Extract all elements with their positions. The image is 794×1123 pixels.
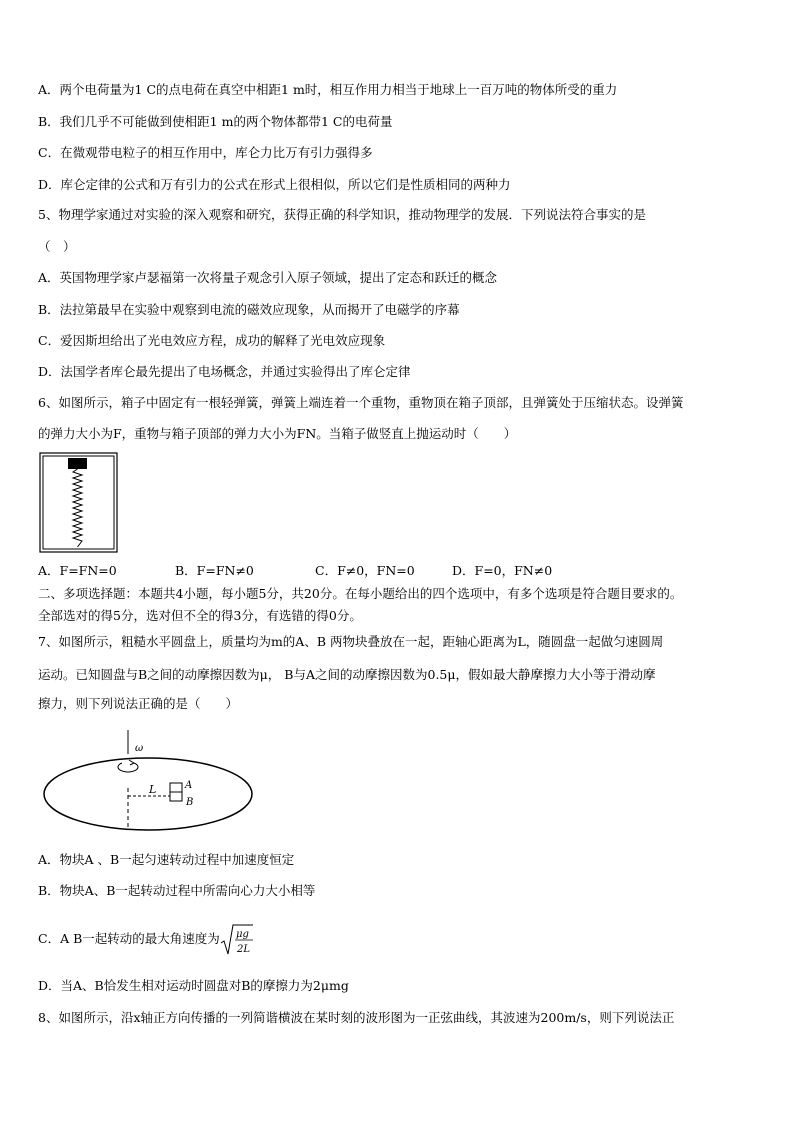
q4-option-a: A．两个电荷量为1 C的点电荷在真空中相距1 m时，相互作用力相当于地球上一百万吨的物体所受的重力 bbox=[38, 82, 618, 97]
q7-stem-line3: 擦力，则下列说法正确的是（ ） bbox=[38, 696, 239, 711]
q7-option-b: B．物块A、B一起转动过程中所需向心力大小相等 bbox=[38, 883, 316, 898]
q5-option-a: A．英国物理学家卢瑟福第一次将量子观念引入原子领域，提出了定态和跃迁的概念 bbox=[38, 270, 498, 285]
q7-option-d: D．当A、B恰发生相对运动时圆盘对B的摩擦力为2μmg bbox=[38, 978, 349, 993]
q6-option-a: A．F=FN=0 bbox=[38, 563, 117, 578]
frac-numerator: μg bbox=[235, 928, 249, 940]
q5-option-d: D．法国学者库仑最先提出了电场概念，并通过实验得出了库仑定律 bbox=[38, 364, 411, 379]
q8-stem: 8、如图所示，沿x轴正方向传播的一列简谐横波在某时刻的波形图为一正弦曲线，其波速为200m/s，则下列说法正 bbox=[38, 1010, 675, 1025]
frac-denominator: 2L bbox=[236, 943, 250, 955]
q7-option-c-text: C．A B一起转动的最大角速度为 bbox=[38, 931, 220, 946]
sqrt-expression bbox=[220, 922, 254, 957]
q4-option-b: B．我们几乎不可能做到使相距1 m的两个物体都带1 C的电荷量 bbox=[38, 114, 393, 129]
section-2-scoring: 全部选对的得5分，选对但不全的得3分，有选错的得0分。 bbox=[38, 608, 362, 623]
q6-option-b: B．F=FN≠0 bbox=[175, 563, 254, 578]
omega-label: ω bbox=[135, 743, 144, 754]
box-spring-figure bbox=[39, 452, 119, 554]
q5-option-b: B．法拉第最早在实验中观察到电流的磁效应现象，从而揭开了电磁学的序幕 bbox=[38, 302, 460, 317]
section-2-heading: 二、多项选择题：本题共4小题，每小题5分，共20分。在每小题给出的四个选项中，有多个选项是符合题目要求的。 bbox=[38, 586, 683, 601]
q7-stem-line2: 运动。已知圆盘与B之间的动摩擦因数为μ， B与A之间的动摩擦因数为0.5μ，假如最大静摩擦力大小等于滑动摩 bbox=[38, 667, 656, 682]
rotating-disc-figure bbox=[38, 730, 260, 840]
q6-option-d: D．F=0，FN≠0 bbox=[452, 563, 553, 578]
radical-sign bbox=[220, 923, 254, 957]
q6-stem-line1: 6、如图所示，箱子中固定有一根轻弹簧，弹簧上端连着一个重物，重物顶在箱子顶部，且弹簧处于压缩状态。设弹簧 bbox=[38, 395, 684, 410]
distance-label: L bbox=[149, 783, 157, 796]
q7-option-a: A．物块A 、B一起匀速转动过程中加速度恒定 bbox=[38, 852, 295, 867]
q6-stem-line2: 的弹力大小为F，重物与箱子顶部的弹力大小为FN。当箱子做竖直上抛运动时（ ） bbox=[38, 426, 517, 441]
q5-bracket: （ ） bbox=[38, 239, 76, 254]
q7-stem-line1: 7、如图所示，粗糙水平圆盘上，质量均为m的A、B 两物块叠放在一起，距轴心距离为L，随圆盘一起做匀速圆周 bbox=[38, 634, 664, 649]
block-a-label: A bbox=[185, 780, 193, 791]
q5-stem: 5、物理学家通过对实验的深入观察和研究，获得正确的科学知识，推动物理学的发展．下列说法符合事实的是 bbox=[38, 207, 646, 222]
q7-option-c bbox=[38, 922, 254, 956]
q4-option-c: C．在微观带电粒子的相互作用中，库仑力比万有引力强得多 bbox=[38, 145, 373, 160]
block-b-label: B bbox=[186, 797, 194, 808]
q6-option-c: C．F≠0，FN=0 bbox=[315, 563, 415, 578]
q4-option-d: D．库仑定律的公式和万有引力的公式在形式上很相似，所以它们是性质相同的两种力 bbox=[38, 177, 511, 192]
q5-option-c: C．爱因斯坦给出了光电效应方程，成功的解释了光电效应现象 bbox=[38, 333, 386, 348]
